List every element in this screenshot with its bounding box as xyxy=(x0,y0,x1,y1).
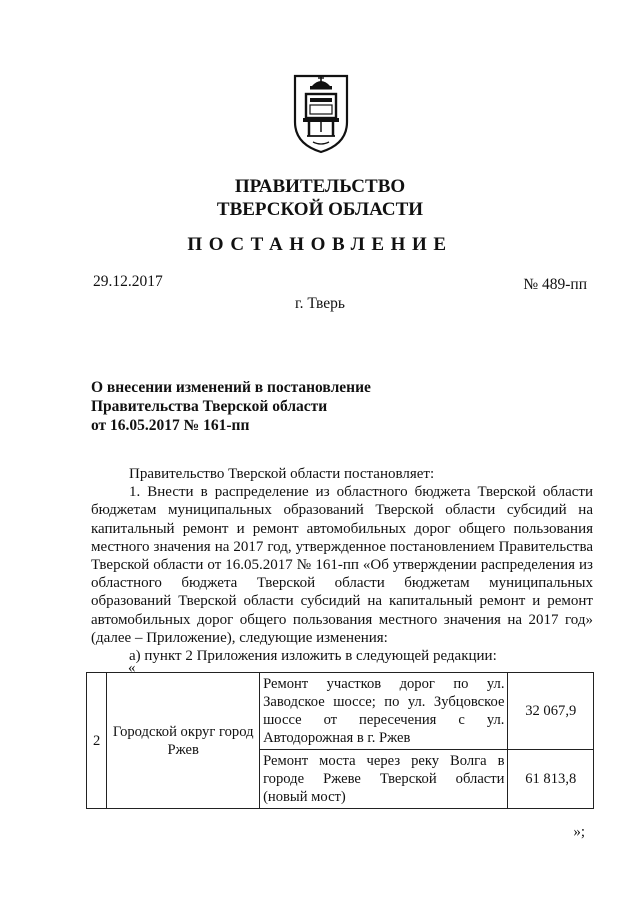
document-subject xyxy=(91,378,371,435)
document-date: 29.12.2017 xyxy=(93,273,163,290)
org-name-line1: ПРАВИТЕЛЬСТВО xyxy=(234,176,406,197)
org-name-line2: ТВЕРСКОЙ ОБЛАСТИ xyxy=(216,199,424,220)
body-paragraph-item1: 1. Внести в распределение из областного бюджета Тверской области бюджетам муниципальных образований Тверской области субсидий на капитальный ремонт и ремонт автомобильных дорог общего пользования местного значения на 2017 год, утвержденное постановлением Правительства Тверской области от 16.05.2017 № 161-пп «Об утверждении распределения из областного бюджета Тверской области бюджетам муниципальных образований Тверской области субсидий на капитальный ремонт и ремонт автомобильных дорог общего пользования местного значения на 2017 год» (далее – Приложение), следующие изменения: xyxy=(91,484,593,646)
document-number: № 489-пп xyxy=(523,276,587,293)
closing-quote: »; xyxy=(573,824,585,840)
municipality-cell: Городской округ город Ржев xyxy=(107,673,260,809)
amount-cell: 32 067,9 xyxy=(508,673,594,750)
amount-cell: 61 813,8 xyxy=(508,750,594,809)
row-number-cell: 2 xyxy=(87,673,107,809)
coat-of-arms-icon xyxy=(291,72,351,154)
subject-line1: О внесении изменений в постановление xyxy=(91,379,371,396)
work-description-cell: Ремонт участков дорог по ул. Заводское шоссе; по ул. Зубцовское шоссе от пересечения с ул. Автодорожная в г. Ржев xyxy=(260,673,508,750)
subject-line2: Правительства Тверской области xyxy=(91,398,328,415)
body-paragraph-item-a: а) пункт 2 Приложения изложить в следующей редакции: xyxy=(129,648,497,665)
subject-line3: от 16.05.2017 № 161-пп xyxy=(91,417,250,434)
table-row xyxy=(87,673,594,750)
amendment-table xyxy=(86,672,594,809)
body-paragraph-preamble: Правительство Тверской области постановляет: xyxy=(129,466,435,482)
opening-quote: « xyxy=(128,660,136,676)
work-description-cell: Ремонт моста через реку Волга в городе Ржеве Тверской области (новый мост) xyxy=(260,750,508,809)
document-body xyxy=(91,465,593,665)
document-type: ПОСТАНОВЛЕНИЕ xyxy=(187,234,453,255)
document-city: г. Тверь xyxy=(295,295,345,312)
